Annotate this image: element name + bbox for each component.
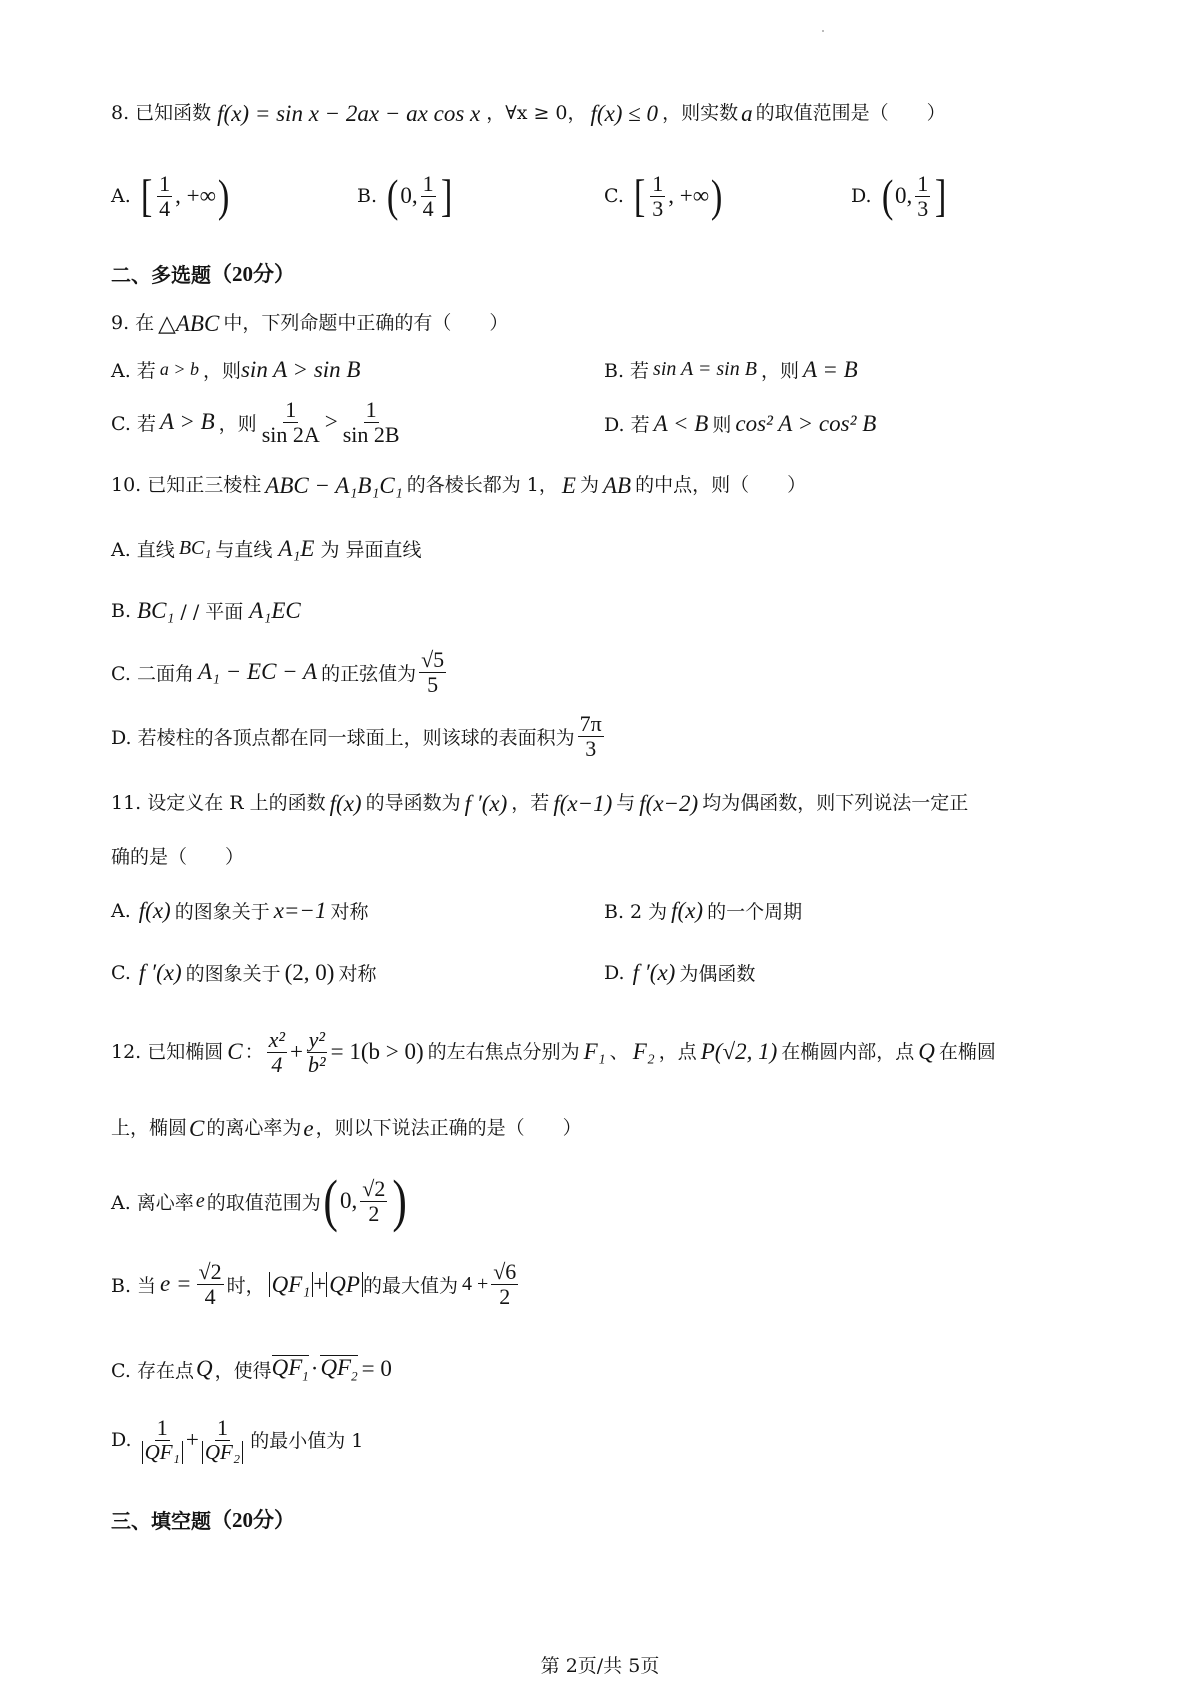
denominator: sin 2A: [261, 421, 320, 447]
q11-option-a: [111, 897, 368, 924]
q12-option-a: [111, 1168, 410, 1233]
fraction: [306, 1028, 328, 1077]
bracket-right: ): [711, 170, 723, 222]
numerator: 1: [156, 1415, 168, 1440]
dihedral-angle: A₁ − EC − A: [197, 659, 318, 685]
q12-stem-text4: 在椭圆内部，点: [781, 1040, 915, 1063]
q12-option-b: [111, 1260, 521, 1309]
q9-option-b: [604, 356, 858, 383]
option-label: D. 若: [604, 414, 650, 436]
numerator: √2: [198, 1259, 222, 1284]
q11-f-shift2: f(x−2): [639, 791, 699, 816]
denominator: 4: [271, 1051, 283, 1077]
option-label: D. 若棱柱的各顶点都在同一球面上，则该球的表面积为: [111, 726, 575, 749]
fraction: [260, 398, 322, 447]
q11-stem-text4: 与: [616, 792, 636, 815]
condition: A > B: [159, 409, 215, 435]
scan-speck: [822, 30, 824, 32]
page-footer: 第 2页/共 5页: [540, 1655, 660, 1677]
fraction: [267, 1028, 287, 1077]
conclusion: cos² A > cos² B: [735, 410, 877, 436]
numerator: 1: [652, 171, 664, 196]
q11-f: f(x): [329, 791, 362, 816]
q10-option-b: [111, 597, 301, 624]
section-points: （20分）: [211, 262, 295, 286]
bracket-left: [: [140, 170, 153, 222]
q12-stem-text2: 的左右焦点分别为: [427, 1040, 580, 1063]
q10-prism: ABC − A₁B₁C₁: [265, 473, 403, 498]
q10-stem-text: 10. 已知正三棱柱: [111, 474, 262, 497]
fraction: [360, 1177, 387, 1226]
q8-cond1: ，∀x ≥ 0，: [486, 102, 587, 125]
fraction: [157, 172, 172, 221]
question-9-stem: [111, 310, 508, 338]
eccentricity: e =: [160, 1271, 192, 1297]
numerator: √2: [362, 1175, 386, 1201]
numerator: 1: [217, 1415, 229, 1440]
option-tail: 的一个周期: [707, 901, 803, 923]
q11-option-b: [604, 897, 802, 924]
q8-var: a: [741, 101, 753, 126]
q12-line2-e: e: [303, 1116, 314, 1141]
option-label: B. 2 为: [604, 901, 668, 923]
denominator: 4: [159, 195, 171, 221]
option-tail: 的最小值为 1: [250, 1430, 364, 1453]
q12-separator: 、: [609, 1040, 629, 1063]
option-label: B.: [111, 599, 132, 622]
connector-2: 的最大值为: [362, 1274, 458, 1297]
q10-stem-text3: 为: [579, 474, 599, 497]
line-1: BC₁: [137, 597, 175, 623]
point-q: Q: [195, 1356, 213, 1382]
connector: ，使得: [214, 1359, 272, 1382]
q8-option-d: [851, 172, 949, 221]
equation-rhs: = 0: [361, 1356, 392, 1382]
vector-body: QF: [271, 1355, 303, 1380]
fraction: [915, 172, 930, 221]
denominator: 2: [499, 1283, 511, 1309]
denominator: 4: [204, 1283, 216, 1309]
option-label: C. 存在点: [111, 1359, 194, 1382]
connector: 的图象关于: [174, 901, 270, 923]
conclusion: A = B: [802, 356, 858, 382]
q12-focus1: F₁: [583, 1039, 606, 1065]
function: f ′(x): [138, 959, 182, 985]
option-label: C.: [604, 185, 624, 208]
question-12-line2: [111, 1115, 582, 1143]
eccentricity: e: [195, 1189, 205, 1212]
connector: ，则: [218, 412, 257, 435]
bracket-right: ]: [440, 170, 453, 222]
section-title: 二、多选题: [111, 262, 211, 287]
connector: 则: [712, 414, 732, 436]
q10-stem-text2: 的各棱长都为 1，: [406, 474, 558, 497]
numerator: x²: [268, 1027, 285, 1052]
option-label: D.: [604, 961, 625, 984]
abs-qf1: QF₁: [269, 1272, 314, 1297]
q12-stem-text: 12. 已知椭圆: [111, 1040, 224, 1063]
q11-stem-text3: ，若: [511, 792, 550, 815]
q12-point-q: Q: [918, 1039, 935, 1065]
option-label: C. 若: [111, 412, 156, 435]
bracket-right: ]: [935, 170, 947, 222]
fraction: [341, 398, 402, 447]
q8-option-a: [111, 172, 231, 221]
numerator: 1: [422, 171, 434, 196]
connector: ，则: [202, 360, 241, 382]
bracket-left: [: [633, 170, 646, 222]
option-tail: 为 异面直线: [320, 539, 422, 561]
option-tail: 为偶函数: [679, 963, 756, 985]
q11-option-d: [604, 959, 755, 986]
vector-subscript: 1: [302, 1368, 309, 1384]
section-3-heading: [111, 1508, 295, 1533]
q12-colon: ：: [244, 1040, 264, 1063]
connector: 时，: [226, 1274, 265, 1297]
q9-option-a: [111, 356, 360, 383]
bracket-left: (: [386, 170, 399, 222]
q10-option-a: [111, 535, 422, 562]
q11-stem-text: 11. 设定义在 R 上的函数: [111, 792, 326, 815]
connector: 与直线: [215, 539, 273, 561]
q12-focus2: F₂: [632, 1039, 655, 1065]
numerator: 1: [285, 397, 297, 422]
q8-option-c: [604, 172, 724, 221]
denominator: 3: [652, 195, 664, 221]
function: f(x): [671, 897, 704, 923]
q12-line2-tail: ，则以下说法正确的是（ ）: [315, 1117, 582, 1140]
numerator: 7π: [579, 711, 602, 736]
q8-tail: ，则实数: [662, 102, 739, 125]
constant: 4 +: [461, 1272, 489, 1295]
numerator: y²: [308, 1027, 325, 1052]
fraction: [578, 712, 604, 761]
q12-option-c: [111, 1355, 392, 1383]
option-label: C. 二面角: [111, 662, 194, 685]
line-1: BC₁: [178, 537, 212, 559]
denominator: 4: [422, 195, 434, 221]
option-label: A. 直线: [111, 539, 175, 561]
q11-fprime: f ′(x): [464, 791, 508, 816]
q10-option-d: [111, 712, 607, 761]
option-label: A.: [111, 185, 131, 208]
q12-stem-text3: ，点: [658, 1040, 697, 1063]
function: f(x): [138, 897, 171, 923]
option-label: A.: [111, 899, 131, 922]
condition: a > b: [159, 359, 199, 379]
q12-line2-text: 的离心率为: [206, 1117, 302, 1140]
q12-point-p: P(√2, 1): [700, 1039, 778, 1065]
vector-qf2: [320, 1355, 357, 1383]
operator: ·: [310, 1356, 319, 1382]
q11-line2-text: 确的是（ ）: [111, 846, 245, 868]
fraction: [419, 648, 446, 697]
numerator: 1: [917, 171, 929, 196]
q12-ellipse-name: C: [227, 1039, 243, 1065]
connector: 的取值范围为: [206, 1191, 321, 1214]
connector: 的图象关于: [185, 963, 281, 985]
q12-equation-rhs: = 1(b > 0): [330, 1039, 424, 1065]
operator: +: [313, 1271, 327, 1297]
numerator: 1: [365, 397, 377, 422]
q11-stem-text2: 的导函数为: [365, 792, 461, 815]
condition: sin A = sin B: [653, 358, 757, 380]
option-rest: , +∞: [175, 183, 216, 209]
q10-point-e: E: [561, 473, 576, 498]
q10-option-c: [111, 648, 449, 697]
option-pre: 0,: [340, 1188, 358, 1213]
operator: >: [324, 409, 338, 435]
option-tail: 对称: [338, 963, 377, 985]
question-12-stem: [111, 1028, 996, 1077]
abs-qp: QP: [326, 1272, 363, 1297]
conclusion: sin A > sin B: [240, 356, 361, 382]
q12-line2-a: 上，椭圆: [111, 1117, 188, 1140]
fraction: [421, 172, 436, 221]
q8-cond2: f(x) ≤ 0: [590, 101, 659, 126]
function: f ′(x): [632, 959, 676, 985]
fraction: [197, 1260, 224, 1309]
vector-subscript: 2: [351, 1368, 358, 1384]
fraction: [202, 1416, 243, 1464]
option-label: B. 当: [111, 1274, 157, 1297]
option-label: A. 离心率: [111, 1191, 194, 1214]
connector: 的正弦值为: [321, 662, 417, 685]
section-2-heading: [111, 262, 295, 287]
line-2: A₁E: [278, 535, 315, 561]
option-label: B. 若: [604, 360, 650, 382]
numerator: √5: [421, 647, 445, 672]
operator: +: [185, 1426, 199, 1452]
denominator: 3: [585, 735, 597, 761]
bracket-right: ): [217, 170, 230, 222]
operator: +: [290, 1039, 303, 1065]
q9-stem-text2: 中，下列命题中正确的有（ ）: [223, 312, 509, 335]
denominator: sin 2B: [342, 421, 400, 447]
condition: A < B: [653, 410, 709, 436]
q9-triangle: △ABC: [158, 311, 220, 336]
option-label: D.: [111, 1428, 132, 1451]
q10-segment-ab: AB: [602, 473, 632, 498]
option-rest: , +∞: [668, 183, 710, 209]
denominator: 5: [427, 671, 439, 697]
denominator: QF₂: [202, 1441, 243, 1464]
question-8-stem: [111, 100, 946, 128]
option-label: B.: [357, 185, 378, 208]
option-label: A. 若: [111, 360, 156, 382]
bracket-right: ): [392, 1168, 408, 1233]
q9-option-c: [111, 398, 405, 447]
numerator: 1: [159, 171, 171, 196]
q10-stem-text4: 的中点，则（ ）: [635, 474, 807, 497]
q12-line2-c: C: [189, 1116, 205, 1141]
q8-function: f(x) = sin x − 2ax − ax cos x: [217, 101, 481, 126]
numerator: √6: [493, 1259, 517, 1284]
center-point: (2, 0): [284, 959, 335, 985]
denominator: QF₁: [142, 1441, 183, 1464]
plane: A₁EC: [249, 597, 301, 623]
section-title: 三、填空题: [111, 1508, 211, 1533]
q9-stem-text: 9. 在: [111, 312, 155, 335]
q11-stem-text5: 均为偶函数，则下列说法一定正: [702, 792, 969, 815]
option-label: D.: [851, 185, 872, 208]
section-points: （20分）: [211, 1508, 295, 1532]
bracket-left: (: [323, 1168, 338, 1233]
denominator: 2: [368, 1200, 380, 1226]
fraction: [142, 1416, 183, 1464]
option-tail: 对称: [330, 901, 369, 923]
axis-equation: x=−1: [273, 897, 327, 923]
q11-option-c: [111, 959, 376, 986]
question-10-stem: [111, 472, 806, 500]
q8-option-b: [357, 172, 454, 221]
q12-option-d: [111, 1416, 363, 1464]
vector-qf1: [272, 1355, 309, 1383]
connector: / / 平面: [180, 601, 244, 623]
bracket-left: (: [881, 170, 894, 222]
q11-f-shift1: f(x−1): [553, 791, 613, 816]
fraction: [491, 1260, 518, 1309]
denominator: 3: [917, 195, 929, 221]
fraction: [650, 172, 665, 221]
question-11-line2: [111, 846, 244, 869]
option-pre: 0,: [894, 183, 913, 209]
q8-stem-text: 8. 已知函数: [111, 102, 212, 125]
q8-tail2: 的取值范围是（ ）: [755, 102, 946, 125]
q9-option-d: [604, 410, 876, 437]
q12-stem-text5: 在椭圆: [938, 1040, 996, 1063]
option-label: C.: [111, 961, 131, 984]
option-pre: 0,: [400, 183, 418, 209]
denominator: b²: [307, 1051, 326, 1077]
question-11-stem: [111, 790, 968, 818]
connector: ，则: [760, 360, 799, 382]
vector-body: QF: [320, 1355, 352, 1380]
